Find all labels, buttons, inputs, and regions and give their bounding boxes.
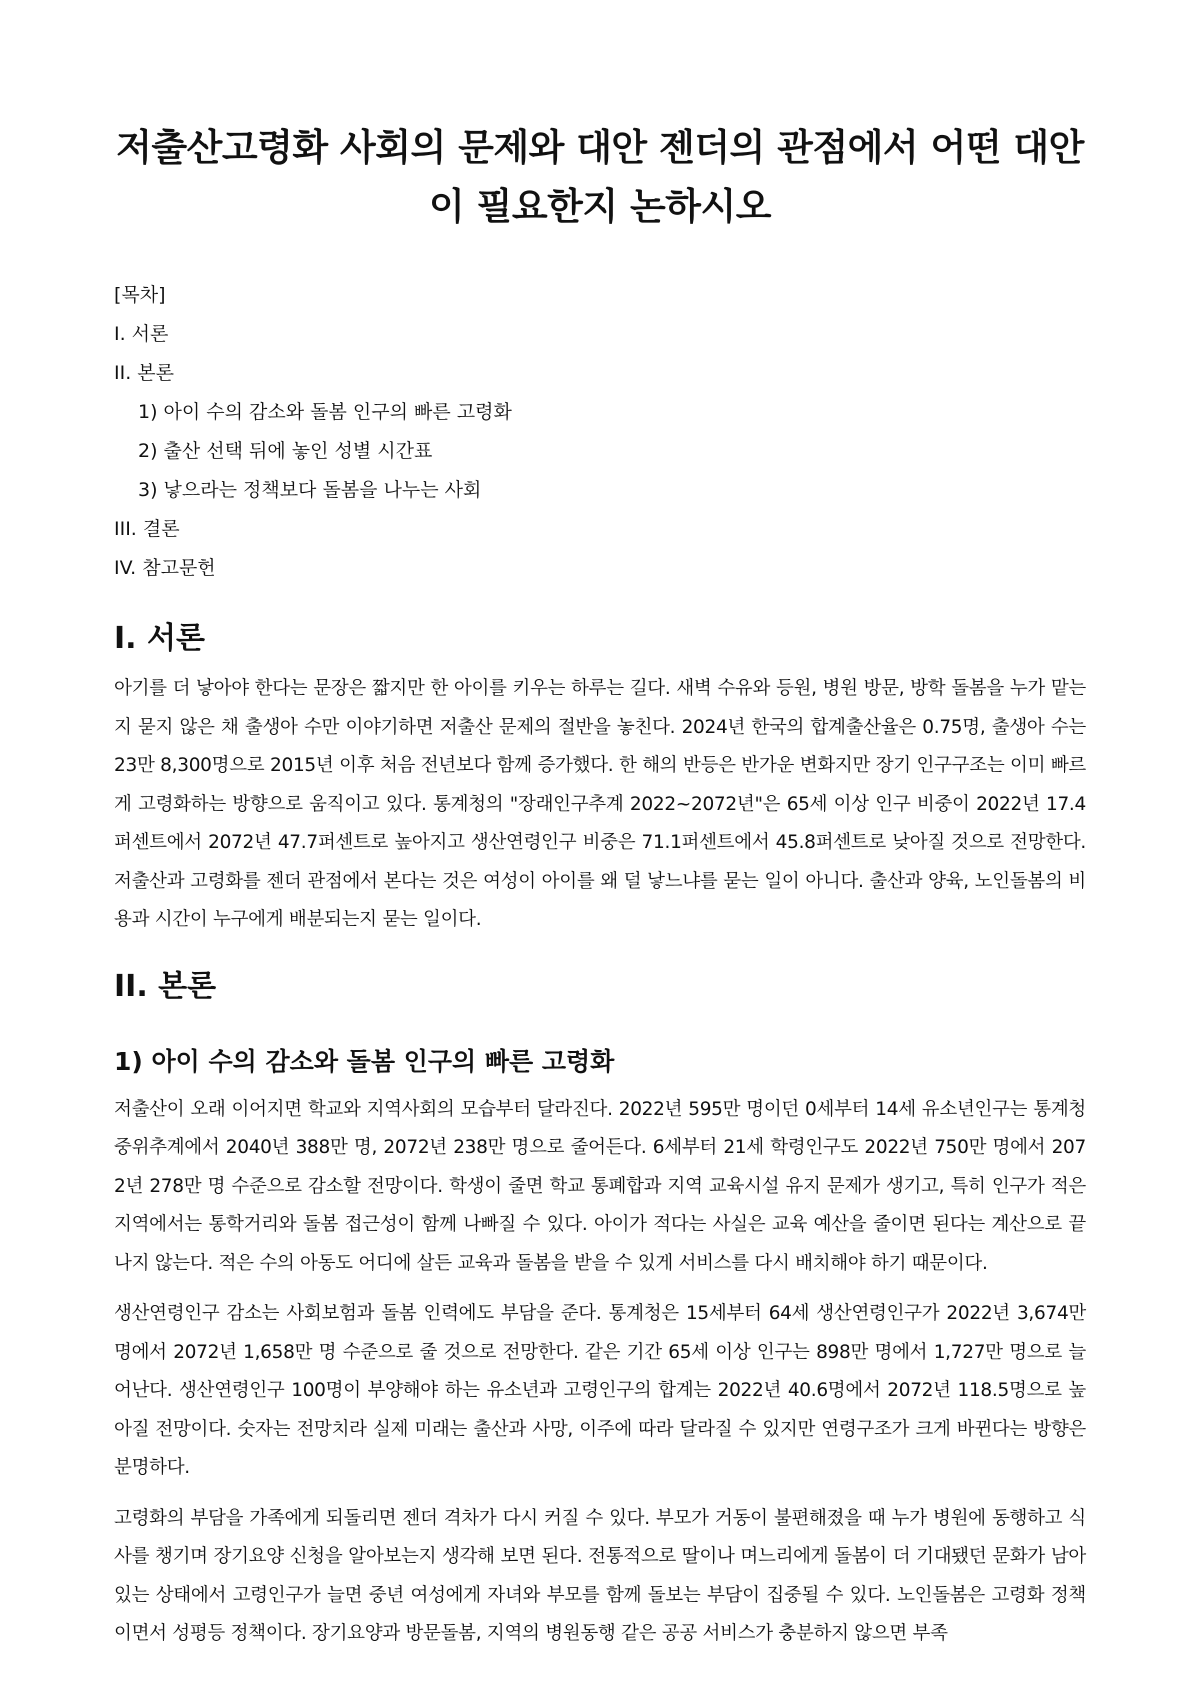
- section-body: [114, 966, 1086, 1654]
- subsection-heading-1: 1) 아이 수의 감소와 돌봄 인구의 빠른 고령화: [114, 1046, 615, 1076]
- toc-item-conclusion: III. 결론: [114, 518, 180, 541]
- toc-item-references: IV. 참고문헌: [114, 557, 216, 580]
- toc-item-body: II. 본론: [114, 362, 174, 385]
- toc-heading: [목차]: [114, 284, 166, 307]
- section-heading-body: II. 본론: [114, 968, 217, 1004]
- toc-item-body-2: 2) 출산 선택 뒤에 놓인 성별 시간표: [138, 440, 433, 463]
- table-of-contents: [114, 276, 1086, 588]
- section-heading-intro: I. 서론: [114, 621, 205, 657]
- toc-item-intro: I. 서론: [114, 323, 169, 346]
- toc-item-body-1: 1) 아이 수의 감소와 돌봄 인구의 빠른 고령화: [138, 401, 512, 424]
- body-paragraph-1: 저출산이 오래 이어지면 학교와 지역사회의 모습부터 달라진다. 2022년 595만 명이던 0세부터 14세 유소년인구는 통계청 중위추계에서 2040년 388만 명, 2072년 238만 명으로 줄어든다. 6세부터 21세 학령인구도 2022년 750만 명에서 2072년 278만 명 수준으로 감소할 전망이다. 학생이 줄면 학교 통폐합과 지역 교육시설 유지 문제가 생기고, 특히 인구가 적은 지역에서는 통학거리와 돌봄 접근성이 함께 나빠질 수 있다. 아이가 적다는 사실은 교육 예산을 줄이면 된다는 계산으로 끝나지 않는다. 적은 수의 아동도 어디에 살든 교육과 돌봄을 받을 수 있게 서비스를 다시 배치해야 하기 때문이다.: [114, 1098, 1086, 1274]
- page-title: 저출산고령화 사회의 문제와 대안 젠더의 관점에서 어떤 대안이 필요한지 논하시오: [116, 126, 1084, 229]
- body-paragraph-2: 생산연령인구 감소는 사회보험과 돌봄 인력에도 부담을 준다. 통계청은 15세부터 64세 생산연령인구가 2022년 3,674만 명에서 2072년 1,658만 명 수준으로 줄 것으로 전망한다. 같은 기간 65세 이상 인구는 898만 명에서 1,727만 명으로 늘어난다. 생산연령인구 100명이 부양해야 하는 유소년과 고령인구의 합계는 2022년 40.6명에서 2072년 118.5명으로 높아질 전망이다. 숫자는 전망치라 실제 미래는 출산과 사망, 이주에 따라 달라질 수 있지만 연령구조가 크게 바뀐다는 방향은 분명하다.: [114, 1303, 1086, 1479]
- toc-item-body-3: 3) 낳으라는 정책보다 돌봄을 나누는 사회: [138, 479, 482, 502]
- intro-paragraph: 아기를 더 낳아야 한다는 문장은 짧지만 한 아이를 키우는 하루는 길다. 새벽 수유와 등원, 병원 방문, 방학 돌봄을 누가 맡는지 묻지 않은 채 출생아 수만 이야기하면 저출산 문제의 절반을 놓친다. 2024년 한국의 합계출산율은 0.75명, 출생아 수는 23만 8,300명으로 2015년 이후 처음 전년보다 함께 증가했다. 한 해의 반등은 반가운 변화지만 장기 인구구조는 이미 빠르게 고령화하는 방향으로 움직이고 있다. 통계청의 "장래인구추계 2022~2072년"은 65세 이상 인구 비중이 2022년 17.4퍼센트에서 2072년 47.7퍼센트로 높아지고 생산연령인구 비중은 71.1퍼센트에서 45.8퍼센트로 낮아질 것으로 전망한다. 저출산과 고령화를 젠더 관점에서 본다는 것은 여성이 아이를 왜 덜 낳느냐를 묻는 일이 아니다. 출산과 양육, 노인돌봄의 비용과 시간이 누구에게 배분되는지 묻는 일이다.: [114, 678, 1086, 931]
- section-intro: [114, 618, 1086, 940]
- body-paragraph-3: 고령화의 부담을 가족에게 되돌리면 젠더 격차가 다시 커질 수 있다. 부모가 거동이 불편해졌을 때 누가 병원에 동행하고 식사를 챙기며 장기요양 신청을 알아보는지 생각해 보면 된다. 전통적으로 딸이나 며느리에게 돌봄이 더 기대됐던 문화가 남아 있는 상태에서 고령인구가 늘면 중년 여성에게 자녀와 부모를 함께 돌보는 부담이 집중될 수 있다. 노인돌봄은 고령화 정책이면서 성평등 정책이다. 장기요양과 방문돌봄, 지역의 병원동행 같은 공공 서비스가 충분하지 않으면 부족: [114, 1507, 1086, 1645]
- toc-list: [114, 315, 1086, 588]
